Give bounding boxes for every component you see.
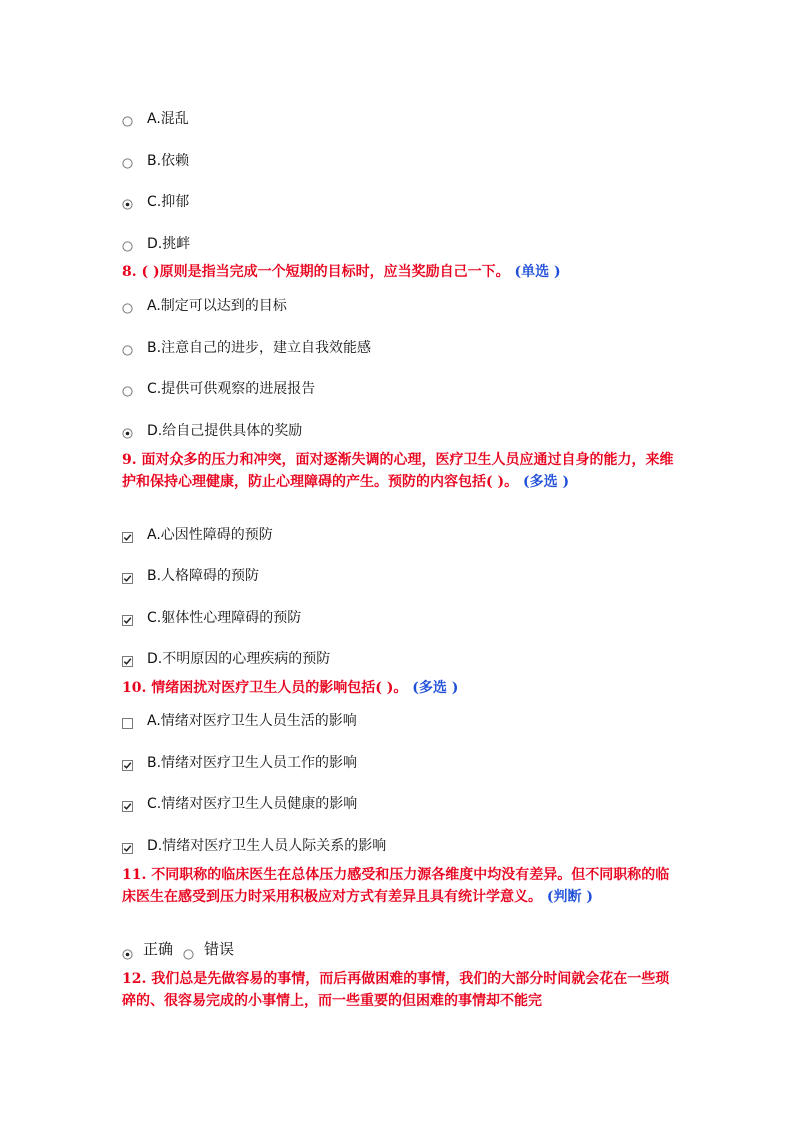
q7-option-a[interactable] (122, 110, 189, 130)
radio-button[interactable] (122, 154, 133, 165)
checkbox[interactable] (122, 756, 133, 767)
q7-option-d[interactable] (122, 235, 190, 255)
option-label: C.躯体性心理障碍的预防 (147, 610, 302, 626)
q11-options (122, 938, 244, 960)
radio-button[interactable] (122, 424, 133, 435)
checkbox[interactable] (122, 797, 133, 808)
radio-button[interactable] (122, 341, 133, 352)
q7-option-c[interactable] (122, 193, 189, 213)
q10-option-c[interactable] (122, 795, 357, 815)
q10-option-a[interactable] (122, 712, 357, 732)
question-8 (122, 261, 680, 283)
question-number: 8. (122, 264, 137, 280)
option-label: C.情绪对医疗卫生人员健康的影响 (147, 796, 358, 812)
radio-button[interactable] (122, 299, 133, 310)
question-text: 我们总是先做容易的事情，而后再做困难的事情，我们的大部分时间就会花在一些琐碎的、很容易完成的小事情上，而一些重要的但困难的事情却不能完 (122, 971, 670, 1009)
radio-button[interactable] (122, 382, 133, 393)
checkbox[interactable] (122, 714, 133, 725)
checkbox[interactable] (122, 528, 133, 539)
radio-button[interactable] (183, 945, 194, 956)
question-type: (单选 ) (514, 264, 561, 280)
option-label: B.依赖 (147, 153, 190, 169)
q8-option-a[interactable] (122, 297, 287, 317)
option-label-false: 错误 (204, 940, 235, 958)
option-label: A.情绪对医疗卫生人员生活的影响 (147, 713, 357, 729)
q8-option-c[interactable] (122, 380, 315, 400)
checkbox[interactable] (122, 569, 133, 580)
option-label: A.制定可以达到的目标 (147, 298, 287, 314)
radio-button[interactable] (122, 945, 133, 956)
checkbox[interactable] (122, 611, 133, 622)
question-text: ( )原则是指当完成一个短期的目标时，应当奖励自己一下。 (141, 264, 510, 280)
option-label-true: 正确 (143, 940, 174, 958)
question-number: 9. (122, 452, 137, 468)
option-label: C.提供可供观察的进展报告 (147, 381, 316, 397)
question-10 (122, 677, 680, 699)
option-label: C.抑郁 (147, 194, 190, 210)
checkbox[interactable] (122, 652, 133, 663)
question-text: 情绪困扰对医疗卫生人员的影响包括( )。 (151, 680, 408, 696)
radio-button[interactable] (122, 237, 133, 248)
checkbox[interactable] (122, 839, 133, 850)
q8-option-b[interactable] (122, 339, 371, 359)
option-label: B.情绪对医疗卫生人员工作的影响 (147, 755, 358, 771)
option-label: B.人格障碍的预防 (147, 568, 260, 584)
question-number: 10. (122, 680, 147, 696)
option-label: D.不明原因的心理疾病的预防 (147, 651, 331, 667)
question-9 (122, 449, 676, 515)
question-text: 不同职称的临床医生在总体压力感受和压力源各维度中均没有差异。但不同职称的临床医生在感受到压力时采用积极应对方式有差异且具有统计学意义。 (122, 867, 670, 905)
question-number: 12. (122, 971, 147, 987)
q9-option-a[interactable] (122, 526, 273, 546)
q10-option-d[interactable] (122, 837, 386, 857)
option-label: A.心因性障碍的预防 (147, 527, 273, 543)
option-label: A.混乱 (147, 111, 189, 127)
question-11 (122, 864, 680, 930)
option-label: D.挑衅 (147, 236, 191, 252)
option-label: B.注意自己的进步，建立自我效能感 (147, 340, 372, 356)
question-type: (多选 ) (523, 474, 570, 490)
q8-option-d[interactable] (122, 422, 302, 442)
question-type: (多选 ) (412, 680, 459, 696)
radio-button[interactable] (122, 195, 133, 206)
option-label: D.给自己提供具体的奖励 (147, 423, 303, 439)
radio-button[interactable] (122, 112, 133, 123)
q9-option-c[interactable] (122, 609, 301, 629)
question-number: 11. (122, 867, 147, 883)
question-text: 面对众多的压力和冲突，面对逐渐失调的心理，医疗卫生人员应通过自身的能力，来维护和保持心理健康，防止心理障碍的产生。预防的内容包括( )。 (122, 452, 674, 490)
option-label: D.情绪对医疗卫生人员人际关系的影响 (147, 838, 387, 854)
q9-option-d[interactable] (122, 650, 330, 670)
question-type: (判断 ) (546, 889, 593, 905)
q9-option-b[interactable] (122, 567, 259, 587)
question-12 (122, 968, 680, 1012)
q10-option-b[interactable] (122, 754, 357, 774)
q7-option-b[interactable] (122, 152, 189, 172)
